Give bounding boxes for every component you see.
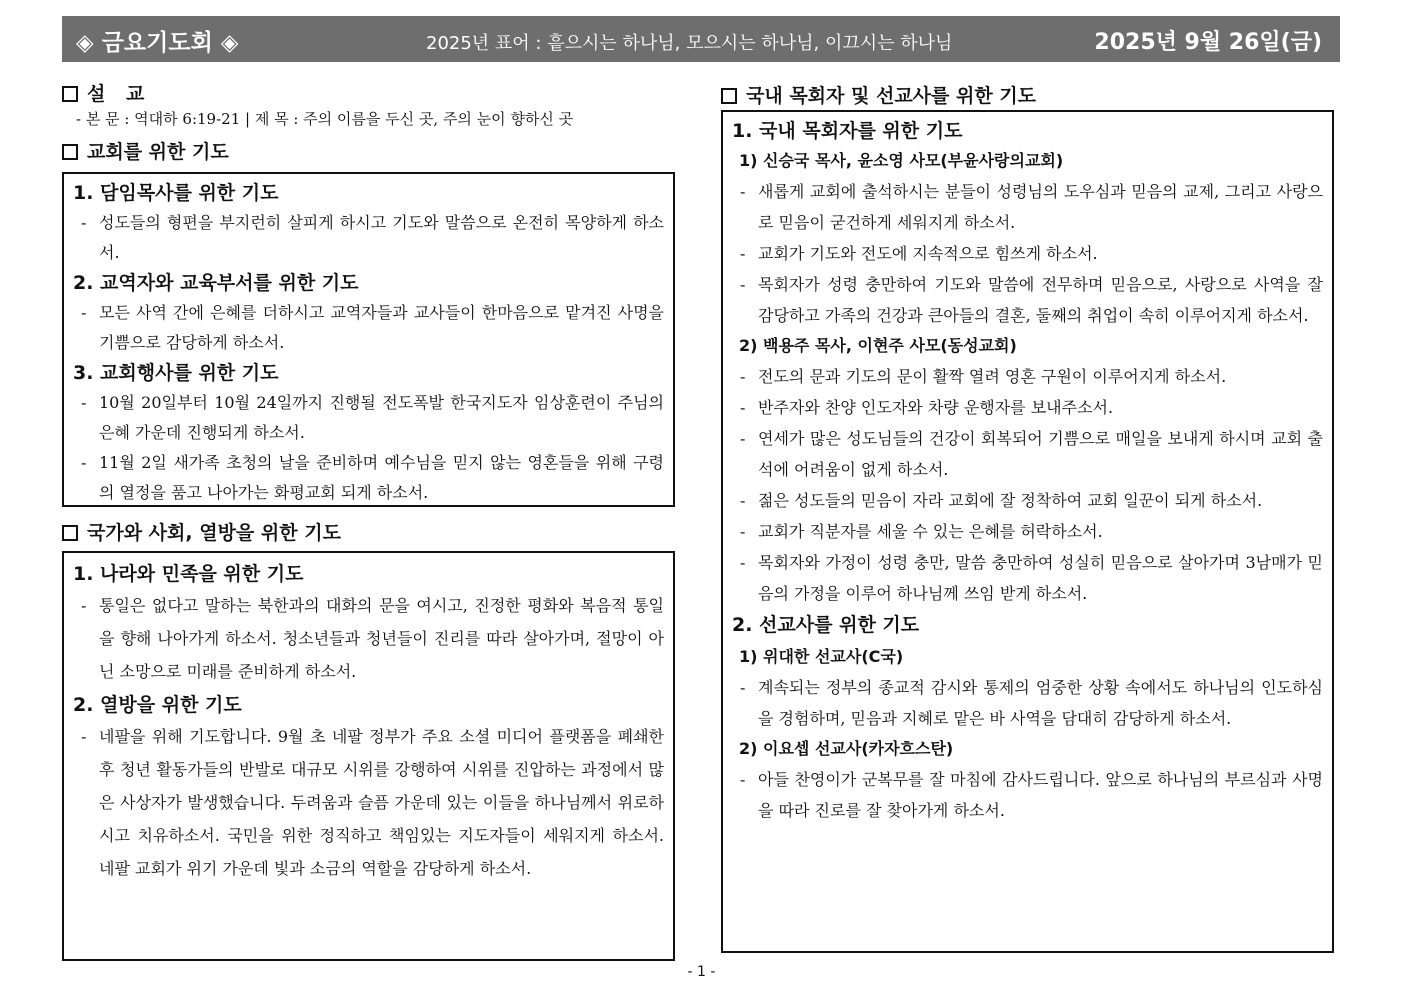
prayer-item: - 모든 사역 간에 은혜를 더하시고 교역자들과 교사들이 한마음으로 맡겨진 사명을 기쁨으로 감당하게 하소서.	[81, 303, 664, 352]
prayer-item: - 10월 20일부터 10월 24일까지 진행될 전도폭발 한국지도자 임상훈련이 주님의 은혜 가운데 진행되게 하소서.	[81, 393, 664, 442]
ministers-heading	[721, 82, 1334, 110]
prayer-item: - 성도들의 형편을 부지런히 살피게 하시고 기도와 말씀으로 온전히 목양하게 하소서.	[81, 213, 664, 262]
sermon-info: - 본 문 : 역대하 6:19-21 | 제 목 : 주의 이름을 두신 곳, 주의 눈이 향하신 곳	[76, 110, 574, 128]
minister-name: 2) 백용주 목사, 이현주 사모(동성교회)	[739, 336, 1017, 355]
page-number: - 1 -	[687, 964, 716, 980]
sermon-heading	[62, 80, 675, 108]
checkbox-square-icon	[721, 88, 737, 104]
prayer-item: - 연세가 많은 성도님들의 건강이 회복되어 기쁨으로 매일을 보내게 하시며 교회 출석에 어려움이 없게 하소서.	[740, 429, 1323, 479]
nation-prayer-box	[62, 551, 675, 961]
header-bar	[62, 16, 1340, 62]
sermon-heading-label: 설 교	[87, 83, 145, 105]
item-title: 2. 열방을 위한 기도	[73, 694, 242, 716]
missionary-name: 2) 이요셉 선교사(카자흐스탄)	[739, 739, 954, 758]
checkbox-square-icon	[62, 86, 78, 102]
church-prayer-box	[62, 172, 675, 507]
right-column	[721, 80, 1334, 953]
church-heading	[62, 138, 675, 166]
item-title: 2. 교역자와 교육부서를 위한 기도	[73, 272, 359, 294]
checkbox-square-icon	[62, 144, 78, 160]
ministers-prayer-box	[721, 110, 1334, 953]
item-title: 1. 국내 목회자를 위한 기도	[732, 120, 963, 142]
nation-heading-label: 국가와 사회, 열방을 위한 기도	[87, 522, 341, 544]
item-title: 1. 나라와 민족을 위한 기도	[73, 563, 304, 585]
prayer-item: - 목회자가 성령 충만하여 기도와 말씀에 전무하며 믿음으로, 사랑으로 사역을 잘 감당하고 가족의 건강과 큰아들의 결혼, 둘째의 취업이 속히 이루어지게 하소서.	[740, 275, 1323, 325]
checkbox-square-icon	[62, 525, 78, 541]
prayer-item: - 전도의 문과 기도의 문이 활짝 열려 영혼 구원이 이루어지게 하소서.	[740, 367, 1227, 386]
left-column	[62, 80, 675, 961]
prayer-item: - 반주자와 찬양 인도자와 차량 운행자를 보내주소서.	[740, 398, 1114, 417]
prayer-item: - 계속되는 정부의 종교적 감시와 통제의 엄중한 상황 속에서도 하나님의 인도하심을 경험하며, 믿음과 지혜로 맡은 바 사역을 담대히 감당하게 하소서.	[740, 678, 1323, 728]
missionary-name: 1) 위대한 선교사(C국)	[739, 647, 904, 666]
ministers-heading-label: 국내 목회자 및 선교사를 위한 기도	[746, 85, 1037, 107]
prayer-item: - 젊은 성도들의 믿음이 자라 교회에 잘 정착하여 교회 일꾼이 되게 하소서.	[740, 491, 1263, 510]
item-title: 2. 선교사를 위한 기도	[732, 614, 920, 636]
service-date: 2025년 9월 26일(금)	[1094, 30, 1322, 55]
prayer-item: - 통일은 없다고 말하는 북한과의 대화의 문을 여시고, 진정한 평화와 복음적 통일을 향해 나아가게 하소서. 청소년들과 청년들이 진리를 따라 살아가며, 절망이 아닌 소망으로 미래를 준비하게 하소서.	[81, 596, 664, 681]
prayer-item: - 네팔을 위해 기도합니다. 9월 초 네팔 정부가 주요 소셜 미디어 플랫폼을 폐쇄한 후 청년 활동가들의 반발로 대규모 시위를 강행하여 시위를 진압하는 과정에서 많은 사상자가 발생했습니다. 두려움과 슬픔 가운데 있는 이들을 하나님께서 위로하시고 치유하소서. 국민을 위한 정직하고 책임있는 지도자들이 세워지게 하소서. 네팔 교회가 위기 가운데 빛과 소금의 역할을 감당하게 하소서.	[81, 727, 664, 878]
prayer-item: - 새롭게 교회에 출석하시는 분들이 성령님의 도우심과 믿음의 교제, 그리고 사랑으로 믿음이 굳건하게 세워지게 하소서.	[740, 182, 1323, 232]
prayer-item: - 11월 2일 새가족 초청의 날을 준비하며 예수님을 믿지 않는 영혼들을 위해 구령의 열정을 품고 나아가는 화평교회 되게 하소서.	[81, 453, 664, 502]
church-heading-label: 교회를 위한 기도	[87, 141, 229, 163]
prayer-item: - 교회가 직분자를 세울 수 있는 은혜를 허락하소서.	[740, 522, 1103, 541]
item-title: 3. 교회행사를 위한 기도	[73, 362, 279, 384]
page-title: ◈ 금요기도회 ◈	[76, 30, 239, 56]
nation-heading	[62, 519, 675, 547]
prayer-item: - 아들 찬영이가 군복무를 잘 마침에 감사드립니다. 앞으로 하나님의 부르심과 사명을 따라 진로를 잘 찾아가게 하소서.	[740, 770, 1323, 820]
prayer-item: - 목회자와 가정이 성령 충만, 말씀 충만하여 성실히 믿음으로 살아가며 3남매가 믿음의 가정을 이루어 하나님께 쓰임 받게 하소서.	[740, 553, 1323, 603]
minister-name: 1) 신승국 목사, 윤소영 사모(부윤사랑의교회)	[739, 151, 1064, 170]
item-title: 1. 담임목사를 위한 기도	[73, 182, 279, 204]
yearly-motto: 2025년 표어 : 흩으시는 하나님, 모으시는 하나님, 이끄시는 하나님	[426, 33, 953, 54]
prayer-item: - 교회가 기도와 전도에 지속적으로 힘쓰게 하소서.	[740, 244, 1098, 263]
